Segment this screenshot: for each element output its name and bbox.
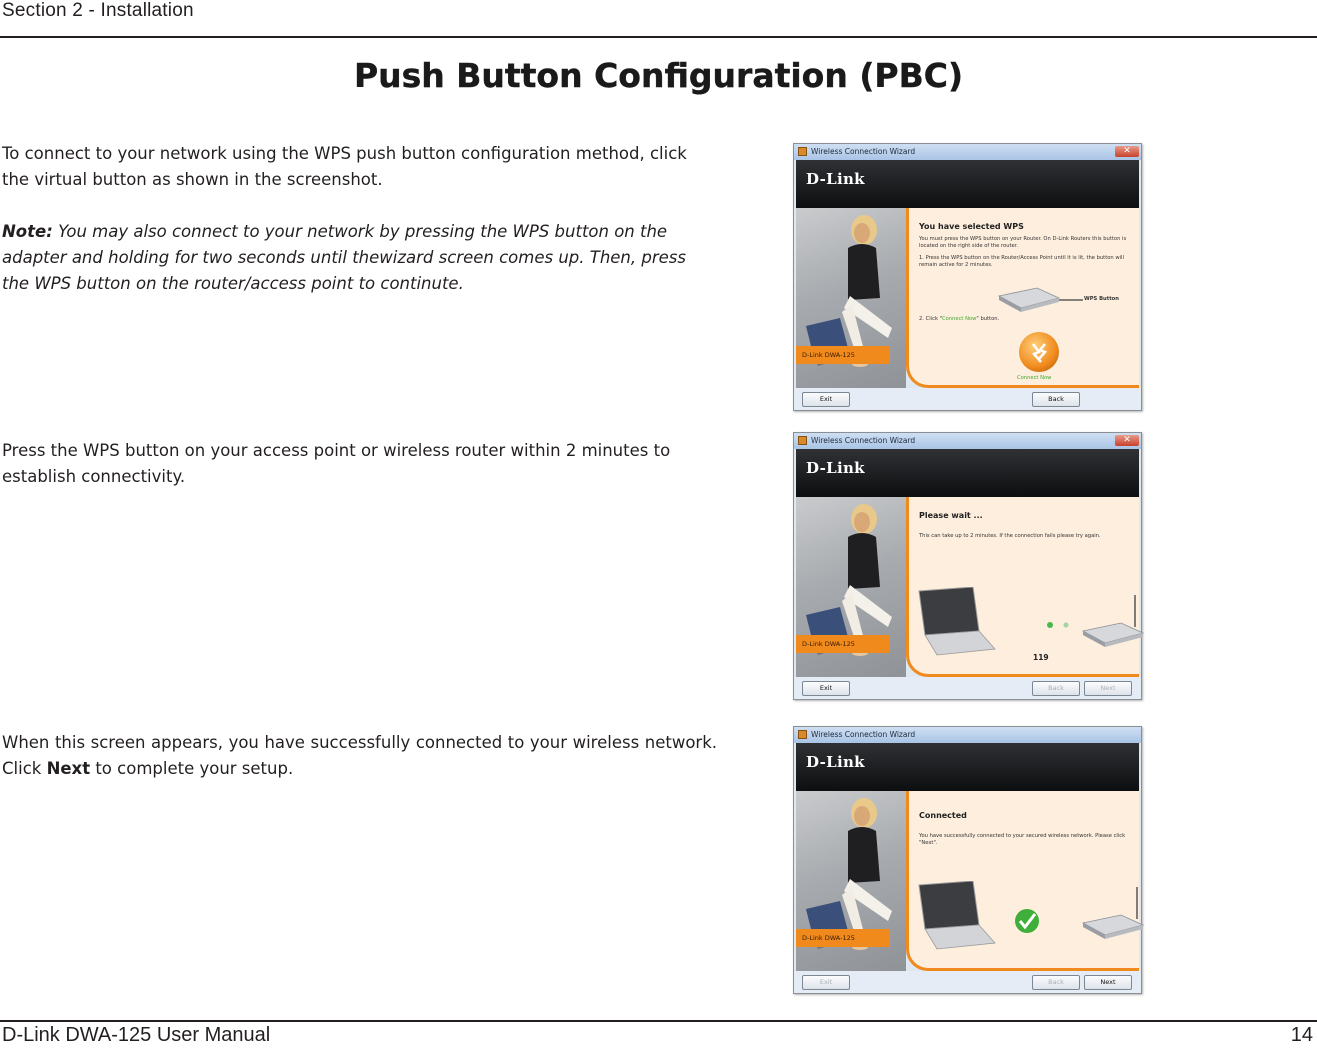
laptop-router-connected-illustration xyxy=(915,881,1145,966)
section-header: Section 2 - Installation xyxy=(2,0,194,21)
app-icon xyxy=(798,730,807,739)
next-keyword: Next xyxy=(46,759,91,778)
back-button[interactable]: Back xyxy=(1032,392,1080,407)
intro-paragraph xyxy=(2,141,717,297)
note-paragraph xyxy=(2,219,717,297)
page-number: 14 xyxy=(1290,1024,1313,1046)
brand-bar xyxy=(796,743,1139,791)
window-titlebar xyxy=(794,433,1141,449)
footer-divider xyxy=(0,1020,1317,1022)
laptop-router-illustration xyxy=(915,587,1145,672)
wizard-screenshot-wps-selected xyxy=(793,143,1142,411)
dlink-logo: D-Link xyxy=(806,753,865,771)
product-label: D-Link DWA-125 xyxy=(796,635,890,653)
next-button[interactable]: Next xyxy=(1084,975,1132,990)
dlink-logo: D-Link xyxy=(806,459,865,477)
close-icon[interactable]: ✕ xyxy=(1115,435,1139,446)
step2-start: 2. Click " xyxy=(919,316,942,322)
back-button[interactable]: Back xyxy=(1032,975,1080,990)
next-button[interactable]: Next xyxy=(1084,681,1132,696)
wizard-button-bar xyxy=(794,677,1141,699)
exit-button[interactable]: Exit xyxy=(802,681,850,696)
wizard-heading: You have selected WPS xyxy=(919,222,1024,231)
wizard-content xyxy=(906,791,1139,971)
press-wps-paragraph xyxy=(2,438,717,490)
brand-bar xyxy=(796,449,1139,497)
window-title: Wireless Connection Wizard xyxy=(811,730,916,739)
wizard-step-2 xyxy=(919,316,1134,323)
close-icon[interactable]: ✕ xyxy=(1115,146,1139,157)
manual-title: D-Link DWA-125 User Manual xyxy=(2,1024,271,1046)
wizard-heading: Connected xyxy=(919,811,967,820)
wizard-screenshot-connected xyxy=(793,726,1142,994)
window-titlebar xyxy=(794,727,1141,743)
wizard-instructions: This can take up to 2 minutes. If the connection fails please try again. xyxy=(919,533,1101,539)
step2-end: " button. xyxy=(976,316,1000,322)
wps-button-label: WPS Button xyxy=(1084,296,1119,302)
wizard-content xyxy=(906,497,1139,677)
intro-text: To connect to your network using the WPS push button configuration method, click the virtual button as shown in the screenshot. xyxy=(2,144,687,189)
product-label: D-Link DWA-125 xyxy=(796,929,890,947)
wizard-button-bar xyxy=(794,388,1141,410)
app-icon xyxy=(798,147,807,156)
connected-text-end: to complete your setup. xyxy=(90,759,294,778)
connected-paragraph xyxy=(2,730,717,782)
wizard-step-1: 1. Press the WPS button on the Router/Access Point until it is lit, the button will remain active for 2 minutes. xyxy=(919,255,1124,268)
top-divider xyxy=(0,36,1317,38)
countdown-timer: 119 xyxy=(1033,653,1049,662)
wizard-button-bar xyxy=(794,971,1141,993)
step2-link: Connect Now xyxy=(942,316,977,322)
wizard-heading: Please wait ... xyxy=(919,511,983,520)
wizard-content xyxy=(906,208,1139,388)
connected-text xyxy=(2,730,717,782)
dlink-logo: D-Link xyxy=(806,170,865,188)
note-label: Note: xyxy=(2,222,53,241)
back-button[interactable]: Back xyxy=(1032,681,1080,696)
exit-button[interactable]: Exit xyxy=(802,392,850,407)
exit-button[interactable]: Exit xyxy=(802,975,850,990)
press-wps-text: Press the WPS button on your access point or wireless router within 2 minutes to establish connectivity. xyxy=(2,441,671,486)
wizard-instructions: You have successfully connected to your secured wireless network. Please click "Next". xyxy=(919,833,1126,846)
window-titlebar xyxy=(794,144,1141,160)
window-title: Wireless Connection Wizard xyxy=(811,147,916,156)
connect-now-button[interactable] xyxy=(1019,332,1059,372)
app-icon xyxy=(798,436,807,445)
page-title: Push Button Configuration (PBC) xyxy=(353,56,964,95)
product-label: D-Link DWA-125 xyxy=(796,346,890,364)
note-text: You may also connect to your network by pressing the WPS button on the adapter and holding for two seconds until thewizard screen comes up. Then, press the WPS button on the router/access point to continute. xyxy=(2,222,686,293)
wizard-instructions: You must press the WPS button on your Router. On D-Link Routers this button is located on the right side of the router. xyxy=(919,236,1127,249)
brand-bar xyxy=(796,160,1139,208)
wizard-screenshot-please-wait xyxy=(793,432,1142,700)
connect-now-label: Connect Now xyxy=(1017,375,1052,381)
window-title: Wireless Connection Wizard xyxy=(811,436,916,445)
connected-text-start: When this screen appears, you have successfully connected to your wireless network. Click xyxy=(2,733,717,778)
